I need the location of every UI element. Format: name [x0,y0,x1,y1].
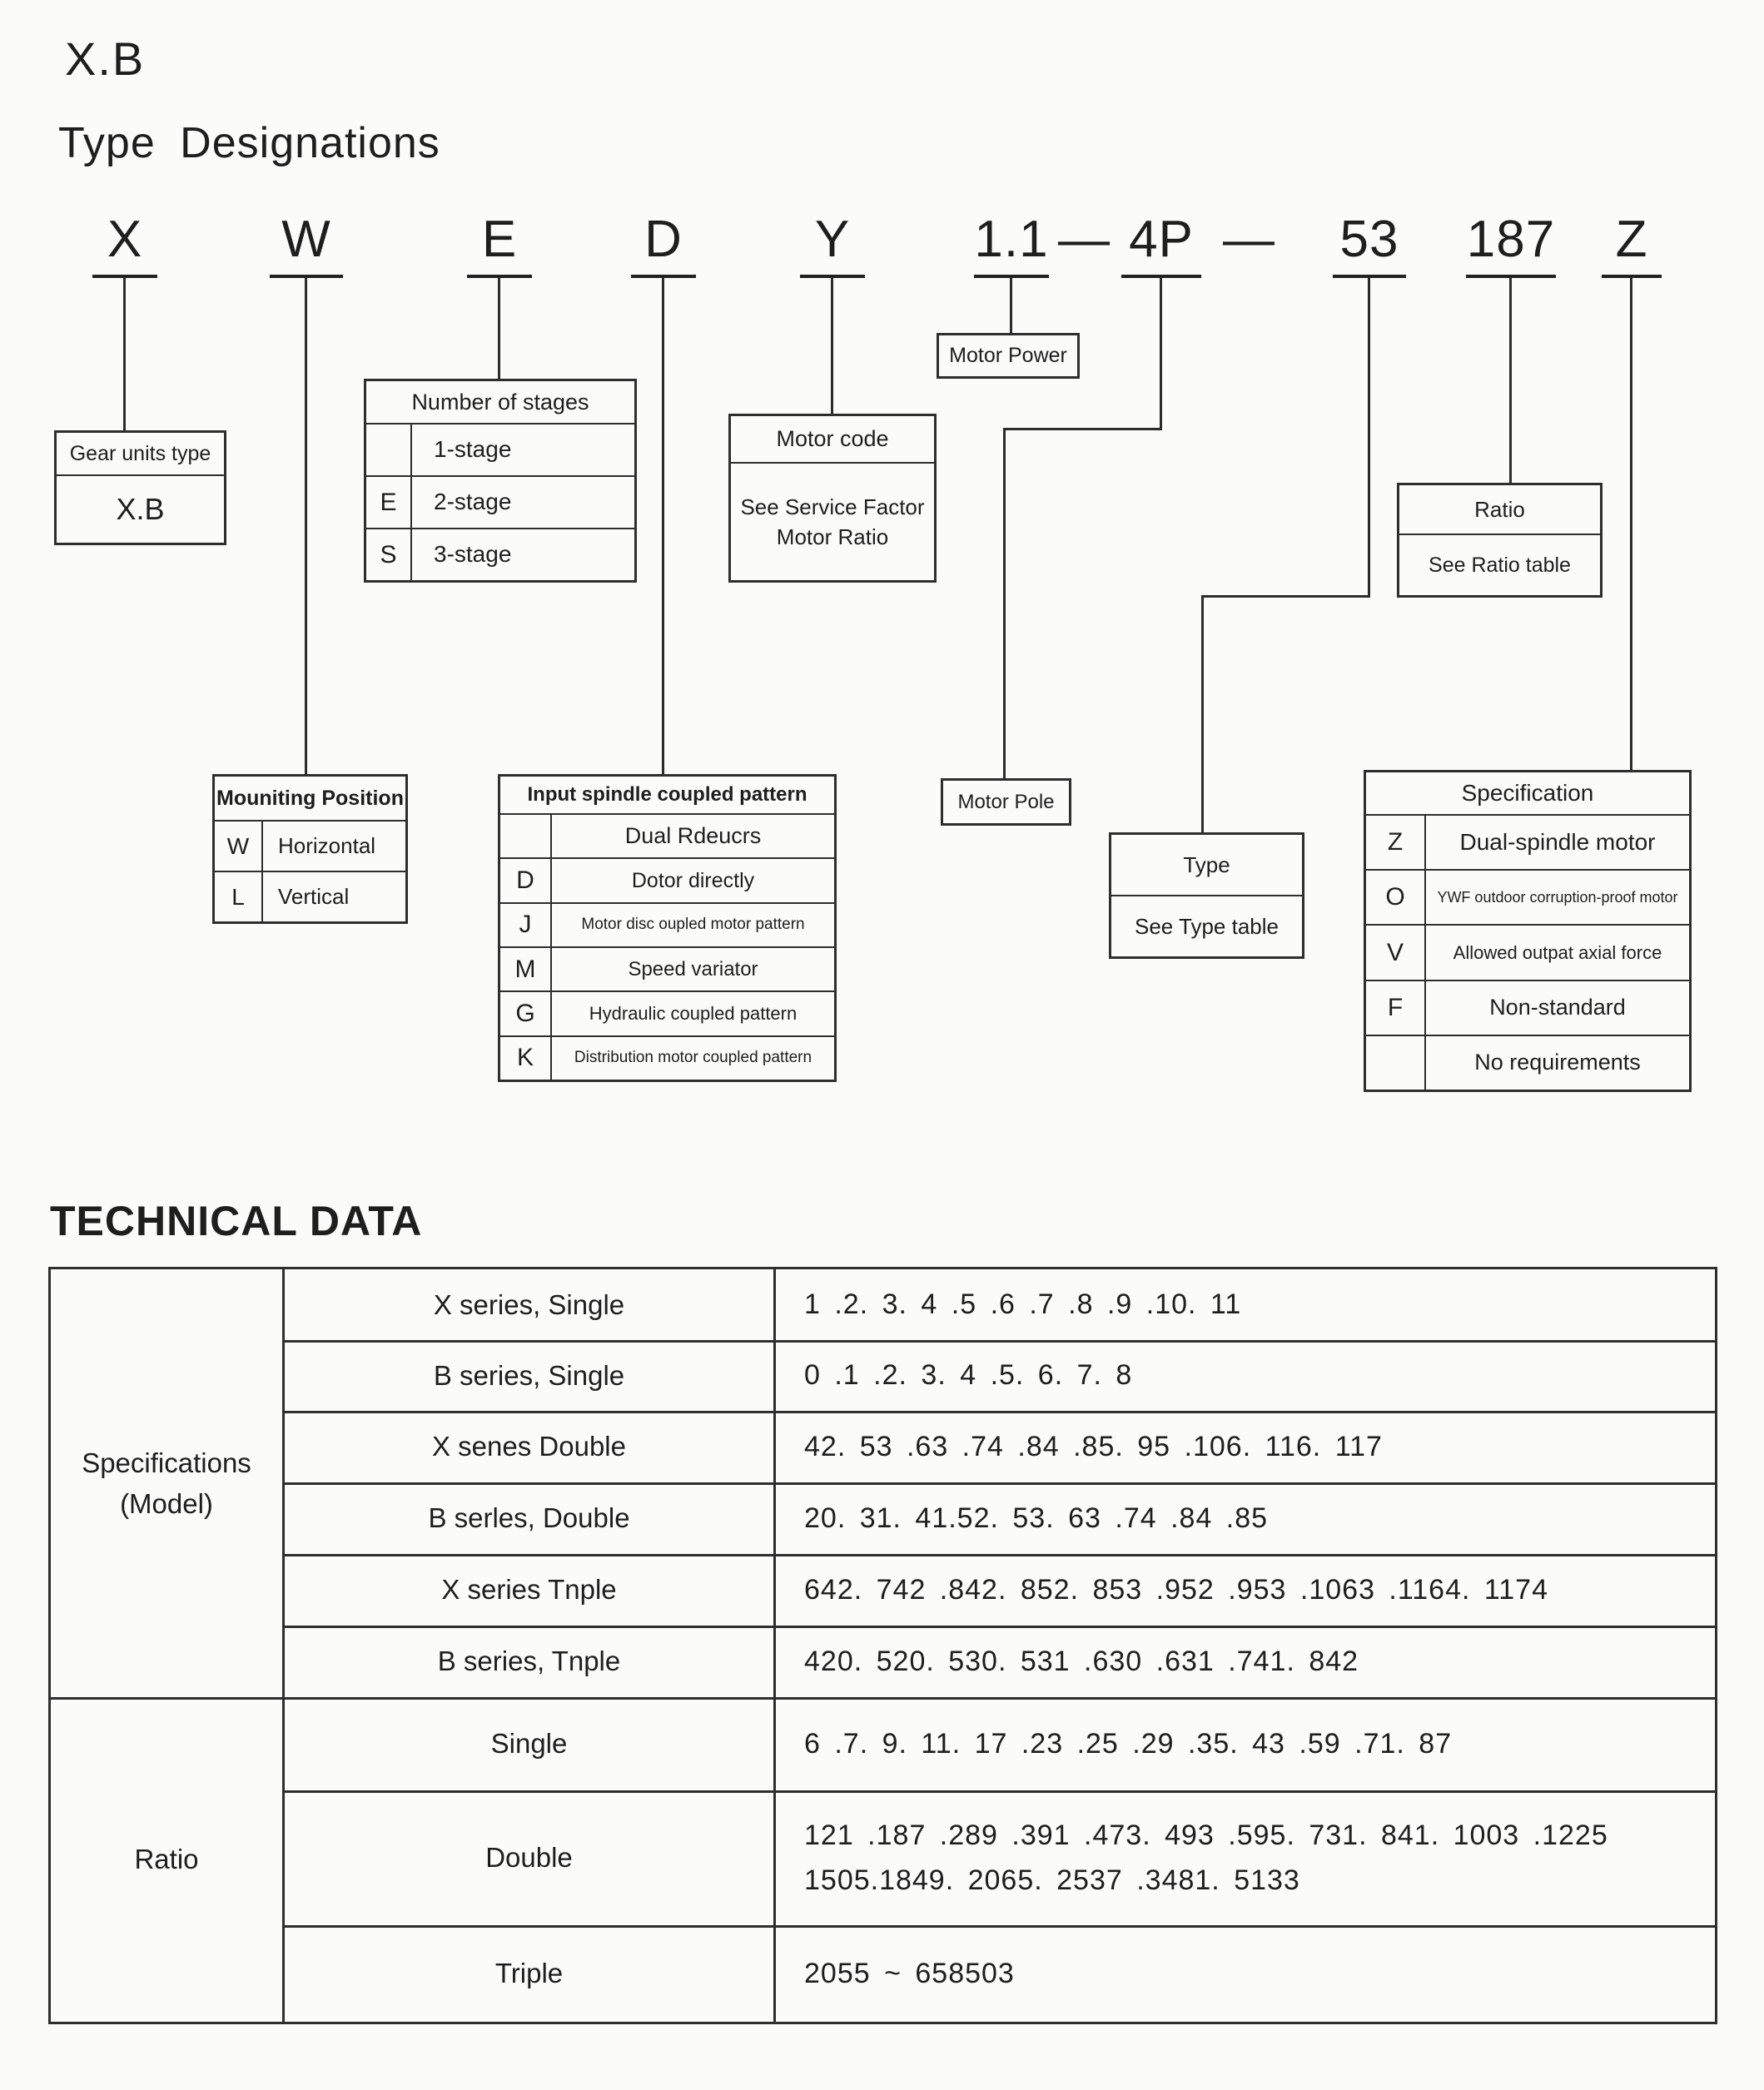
table-row-label: B serles, Double [428,1502,630,1534]
code-gear-type: X [107,211,143,268]
input-spindle-key: J [500,904,552,946]
input-spindle-row [500,990,834,1035]
table-row-label: B series, Tnple [437,1646,621,1677]
table-row-label: X senes Double [432,1431,626,1462]
specification-key: V [1366,926,1426,979]
input-spindle-label: Dual Rdeucrs [624,823,762,849]
input-spindle-row [500,902,834,946]
stage-label: 3-stage [434,541,512,568]
specification-key: F [1366,981,1426,1035]
connector-line [1201,595,1204,832]
mounting-row [215,820,405,871]
stages-box [364,379,637,583]
stage-label: 1-stage [434,436,512,463]
connector-line [1003,428,1162,430]
dash-separator: — [1058,211,1110,268]
table-row-label: X series Tnple [441,1574,617,1606]
mounting-row [215,871,405,921]
specification-key [1366,1036,1426,1090]
type-box [1109,832,1304,959]
gear-units-box-value: X.B [57,474,224,543]
stage-row [366,475,634,528]
motor-pole-box [941,778,1071,826]
technical-data-heading: TECHNICAL DATA [50,1198,423,1244]
specification-label: Non-standard [1489,995,1626,1020]
spec-group-label-line2: (Model) [120,1488,213,1519]
input-spindle-label: Speed variator [628,957,758,980]
connector-line [831,278,833,414]
connector-line [1201,595,1370,598]
table-row-label: Double [485,1842,573,1874]
motor-code-box-title: Motor code [776,426,889,451]
specification-row [1366,924,1689,979]
table-row-values [776,1790,1715,1925]
specification-row [1366,1035,1689,1090]
input-spindle-key: D [500,859,552,901]
stage-key: S [366,529,412,580]
code-pole: 4P [1129,211,1194,268]
dash-separator: — [1223,211,1275,268]
motor-code-note-line1: See Service Factor [740,494,925,519]
type-box-note: See Type table [1111,895,1302,956]
table-row-values-line1: 121 .187 .289 .391 .473. 493 .595. 731. 841. 1003 .1225 [804,1819,1608,1851]
input-spindle-label: Dotor directly [631,868,755,892]
table-row-values: 642. 742 .842. 852. 853 .952 .953 .1063 .1164. 1174 [804,1573,1548,1606]
motor-code-box [728,414,937,583]
code-spec: Z [1615,211,1648,268]
input-spindle-row [500,1035,834,1080]
specification-row [1366,814,1689,869]
code-mounting: W [281,211,331,268]
motor-code-note-line2: Motor Ratio [776,524,889,549]
mounting-key: L [215,872,263,921]
connector-line [498,278,500,379]
doc-title: X.B [65,32,146,85]
stage-row [366,423,634,475]
connector-line [1368,278,1370,598]
spec-group-label [51,1269,282,1697]
mounting-box-rows [215,820,405,921]
input-spindle-key: G [500,992,552,1035]
table-row-values: 20. 31. 41.52. 53. 63 .74 .84 .85 [804,1502,1269,1534]
specification-label: No requirements [1474,1050,1641,1075]
specification-box [1364,770,1692,1092]
code-motor: Y [814,211,851,268]
code-stages: E [481,211,518,268]
connector-line [1160,278,1162,430]
input-spindle-key: K [500,1037,552,1080]
input-spindle-row [500,857,834,901]
motor-pole-box-title: Motor Pole [957,790,1055,813]
stages-box-title: Number of stages [411,389,589,415]
input-spindle-key: M [500,948,552,990]
connector-line [1003,428,1006,778]
connector-line [1630,278,1632,770]
specification-label: YWF outdoor corruption-proof motor [1437,888,1678,906]
input-spindle-row [500,813,834,857]
specification-row [1366,980,1689,1035]
input-spindle-label: Hydraulic coupled pattern [589,1003,798,1025]
gear-units-box-title: Gear units type [69,441,211,465]
stage-label: 2-stage [434,489,512,515]
specification-label: Allowed outpat axial force [1453,941,1662,963]
connector-line [305,278,307,774]
specification-label: Dual-spindle motor [1459,829,1656,855]
connector-line [662,278,664,774]
ratio-box [1397,483,1603,598]
stage-key [366,424,412,475]
connector-line [123,278,126,430]
mounting-box-title: Mouniting Position [216,786,404,810]
stage-row [366,528,634,580]
table-row-label: X series, Single [433,1288,625,1320]
table-row-values: 42. 53 .63 .74 .84 .85. 95 .106. 116. 117 [804,1430,1383,1462]
input-spindle-label: Motor disc oupled motor pattern [581,916,805,934]
table-row-values-line2: 1505.1849. 2065. 2537 .3481. 5133 [804,1864,1300,1896]
table-row-label: B series, Single [433,1359,625,1391]
code-type: 53 [1339,211,1399,268]
specification-box-title: Specification [1461,780,1594,806]
connector-line [1509,278,1512,483]
type-box-title: Type [1183,851,1230,877]
specification-box-rows [1366,814,1689,1090]
table-row-values: 2055 ~ 658503 [804,1957,1015,1989]
input-spindle-key [500,815,552,857]
table-row-label: Triple [494,1958,564,1989]
table-row-label: Single [490,1728,568,1760]
mounting-label: Vertical [278,883,350,909]
motor-power-box-title: Motor Power [949,344,1067,367]
input-spindle-box-rows [500,813,834,1080]
ratio-box-title: Ratio [1474,496,1525,522]
specification-key: O [1366,871,1426,924]
stage-key: E [366,477,412,528]
table-row-values: 1 .2. 3. 4 .5 .6 .7 .8 .9 .10. 11 [804,1288,1242,1321]
mounting-label: Horizontal [278,832,376,858]
input-spindle-box [498,774,837,1082]
input-spindle-row [500,946,834,990]
input-spindle-label: Distribution motor coupled pattern [574,1049,812,1067]
specification-key: Z [1366,816,1426,869]
table-row-values: 420. 520. 530. 531 .630 .631 .741. 842 [804,1645,1359,1677]
code-input: D [644,211,683,268]
input-spindle-box-title: Input spindle coupled pattern [527,783,807,806]
table-row-values: 6 .7. 9. 11. 17 .23 .25 .29 .35. 43 .59 .71. 87 [804,1727,1453,1760]
doc-subtitle: Type Designations [58,119,440,167]
mounting-key: W [215,822,263,871]
gear-units-box [54,430,226,545]
spec-group-label-line1: Specifications [82,1447,251,1478]
stages-box-rows [366,423,634,580]
code-ratio: 187 [1466,211,1556,268]
code-power: 1.1 [974,211,1049,268]
technical-data-table [48,1267,1717,2024]
mounting-box [212,774,408,924]
ratio-group-label: Ratio [134,1844,199,1875]
specification-row [1366,869,1689,924]
ratio-box-note: See Ratio table [1399,534,1600,595]
motor-power-box [937,333,1080,379]
motor-code-box-note [731,462,934,580]
connector-line [1010,278,1012,333]
table-row-values: 0 .1 .2. 3. 4 .5. 6. 7. 8 [804,1359,1133,1392]
